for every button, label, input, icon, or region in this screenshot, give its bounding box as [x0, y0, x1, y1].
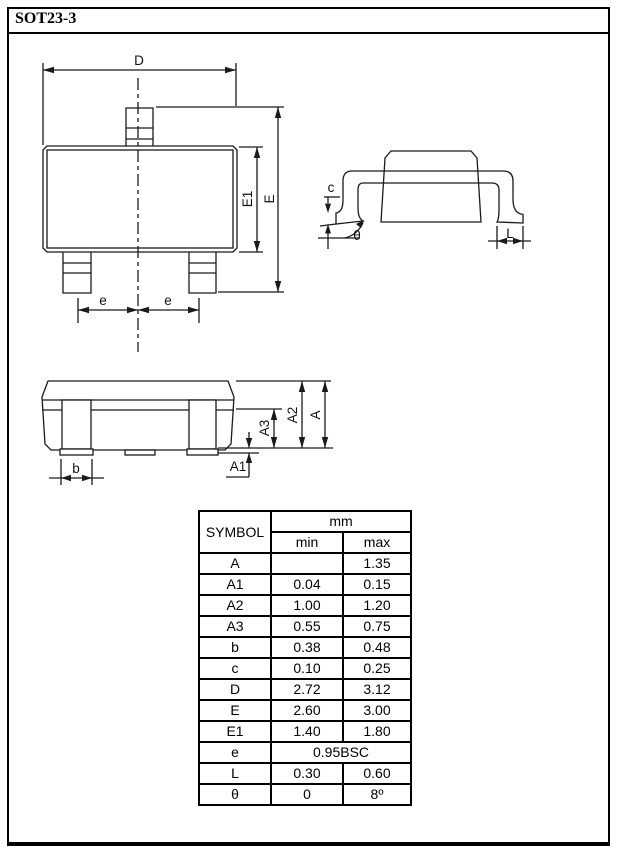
- symbol-cell: E: [199, 700, 271, 721]
- max-cell: 0.48: [343, 637, 411, 658]
- symbol-cell: A: [199, 553, 271, 574]
- top-view: [43, 53, 284, 352]
- dimension-table: [198, 510, 412, 806]
- min-cell: 2.72: [271, 679, 343, 700]
- table-row: [199, 784, 411, 805]
- min-column-header: min: [271, 532, 343, 553]
- top-lead: [126, 108, 153, 146]
- table-row: [199, 637, 411, 658]
- dim-label-E1: E1: [240, 190, 255, 208]
- max-cell: 0.15: [343, 574, 411, 595]
- symbol-cell: D: [199, 679, 271, 700]
- max-cell: 0.60: [343, 763, 411, 784]
- max-cell: 0.25: [343, 658, 411, 679]
- dim-label-b: b: [72, 461, 80, 476]
- symbol-cell: A2: [199, 595, 271, 616]
- table-row: [199, 700, 411, 721]
- symbol-column-header: SYMBOL: [199, 511, 271, 553]
- min-cell: 0.30: [271, 763, 343, 784]
- table-row: [199, 553, 411, 574]
- right-lead: [492, 171, 523, 223]
- max-cell: 1.80: [343, 721, 411, 742]
- table-row: [199, 595, 411, 616]
- front-left-lead: [62, 400, 91, 449]
- symbol-cell: A3: [199, 616, 271, 637]
- max-cell: 1.35: [343, 553, 411, 574]
- min-cell: 0.38: [271, 637, 343, 658]
- dim-label-A3: A3: [257, 419, 272, 437]
- dim-label-theta: θ: [353, 228, 361, 243]
- min-cell: 0.04: [271, 574, 343, 595]
- table-row: [199, 616, 411, 637]
- side-view: [318, 151, 531, 249]
- symbol-cell: b: [199, 637, 271, 658]
- min-cell: 1.40: [271, 721, 343, 742]
- left-lead: [336, 171, 363, 224]
- dim-label-e-left: e: [99, 293, 107, 308]
- max-cell: 8º: [343, 784, 411, 805]
- min-cell: 0.55: [271, 616, 343, 637]
- symbol-cell: E1: [199, 721, 271, 742]
- side-body: [381, 151, 481, 222]
- symbol-cell: A1: [199, 574, 271, 595]
- dim-label-D: D: [134, 53, 144, 68]
- max-column-header: max: [343, 532, 411, 553]
- table-row: [199, 742, 411, 763]
- table-row: [199, 763, 411, 784]
- dim-label-L: L: [506, 226, 514, 241]
- min-cell: 0: [271, 784, 343, 805]
- max-cell: 0.75: [343, 616, 411, 637]
- dim-label-e-right: e: [164, 293, 172, 308]
- front-view: [42, 381, 333, 485]
- dim-table-body: [199, 553, 411, 805]
- table-row: [199, 679, 411, 700]
- table-row: [199, 721, 411, 742]
- center-lead-tab: [125, 450, 155, 455]
- max-cell: 1.20: [343, 595, 411, 616]
- unit-header: mm: [271, 511, 411, 532]
- symbol-cell: L: [199, 763, 271, 784]
- dim-label-A2: A2: [285, 406, 300, 424]
- min-cell: 0.10: [271, 658, 343, 679]
- value-cell-span: 0.95BSC: [271, 742, 411, 763]
- table-row: [199, 574, 411, 595]
- symbol-cell: e: [199, 742, 271, 763]
- page-title: SOT23-3: [15, 10, 77, 27]
- max-cell: 3.12: [343, 679, 411, 700]
- min-cell: [271, 553, 343, 574]
- body-outline: [43, 146, 237, 252]
- dim-label-c: c: [327, 180, 335, 195]
- max-cell: 3.00: [343, 700, 411, 721]
- dim-label-A: A: [308, 410, 323, 420]
- dim-label-E: E: [262, 194, 277, 204]
- min-cell: 1.00: [271, 595, 343, 616]
- min-cell: 2.60: [271, 700, 343, 721]
- front-right-lead: [189, 400, 216, 449]
- dim-label-A1: A1: [229, 459, 247, 474]
- table-row: [199, 658, 411, 679]
- symbol-cell: θ: [199, 784, 271, 805]
- symbol-cell: c: [199, 658, 271, 679]
